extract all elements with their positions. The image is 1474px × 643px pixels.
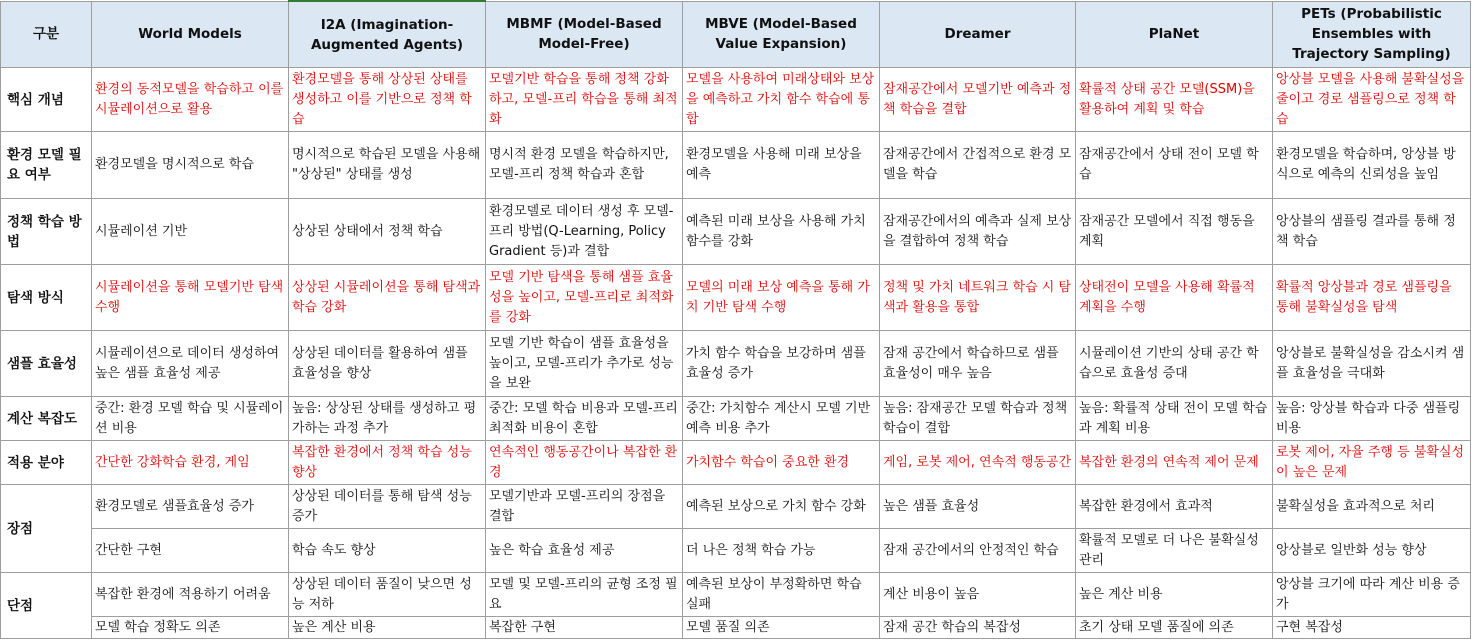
table-cell[interactable]: 중간: 환경 모델 학습 및 시뮬레이션 비용 bbox=[92, 397, 289, 441]
table-cell[interactable]: 상상된 데이터를 활용하여 샘플 효율성을 향상 bbox=[289, 331, 486, 397]
table-cell[interactable]: 잠재공간에서의 예측과 실제 보상을 결합하여 정책 학습 bbox=[880, 199, 1076, 265]
table-cell[interactable]: 중간: 모델 학습 비용과 모델-프리 최적화 비용이 혼합 bbox=[486, 397, 683, 441]
table-cell[interactable]: 모델을 사용하여 미래상태와 보상을 예측하고 가치 함수 학습에 통합 bbox=[683, 68, 880, 132]
header-dreamer[interactable]: Dreamer bbox=[880, 1, 1076, 68]
row-core-concept bbox=[1, 68, 1471, 132]
table-cell[interactable]: 게임, 로봇 제어, 연속적 행동공간 bbox=[880, 441, 1076, 485]
table-cell[interactable]: 높은 계산 비용 bbox=[289, 617, 486, 639]
row-sample-efficiency bbox=[1, 331, 1471, 397]
table-cell[interactable]: 복잡한 환경의 연속적 제어 문제 bbox=[1076, 441, 1273, 485]
header-row bbox=[1, 1, 1471, 68]
table-cell[interactable]: 초기 상태 모델 품질에 의존 bbox=[1076, 617, 1273, 639]
table-cell[interactable]: 환경모델을 사용해 미래 보상을 예측 bbox=[683, 132, 880, 199]
row-label[interactable]: 환경 모델 필요 여부 bbox=[1, 132, 92, 199]
table-cell[interactable]: 잠재공간에서 모델기반 예측과 정책 학습을 결합 bbox=[880, 68, 1076, 132]
row-label[interactable]: 단점 bbox=[1, 573, 92, 639]
table-cell[interactable]: 시뮬레이션으로 데이터 생성하여 높은 샘플 효율성 제공 bbox=[92, 331, 289, 397]
row-pros-2 bbox=[1, 529, 1471, 573]
table-cell[interactable]: 환경모델로 샘플효율성 증가 bbox=[92, 485, 289, 529]
table-cell[interactable]: 상태전이 모델을 사용해 확률적 계획을 수행 bbox=[1076, 265, 1273, 331]
table-cell[interactable]: 잠재 공간 학습의 복잡성 bbox=[880, 617, 1076, 639]
table-cell[interactable]: 환경모델로 데이터 생성 후 모델-프리 방법(Q-Learning, Policy Gradient 등)과 결합 bbox=[486, 199, 683, 265]
table-cell[interactable]: 확률적 상태 공간 모델(SSM)을 활용하여 계획 및 학습 bbox=[1076, 68, 1273, 132]
table-cell[interactable]: 높은 학습 효율성 제공 bbox=[486, 529, 683, 573]
table-cell[interactable]: 앙상블로 일반화 성능 향상 bbox=[1273, 529, 1471, 573]
table-cell[interactable]: 구현 복잡성 bbox=[1273, 617, 1471, 639]
table-cell[interactable]: 잠재공간 모델에서 직접 행동을 계획 bbox=[1076, 199, 1273, 265]
table-cell[interactable]: 앙상블의 샘플링 결과를 통해 정책 학습 bbox=[1273, 199, 1471, 265]
table-cell[interactable]: 시뮬레이션을 통해 모델기반 탐색 수행 bbox=[92, 265, 289, 331]
header-pets[interactable]: PETs (Probabilistic Ensembles with Trajectory Sampling) bbox=[1273, 1, 1471, 68]
table-cell[interactable]: 가치 함수 학습을 보강하며 샘플 효율성 증가 bbox=[683, 331, 880, 397]
header-world-models[interactable]: World Models bbox=[92, 1, 289, 68]
table-cell[interactable]: 앙상블 모델을 사용해 불확실성을 줄이고 경로 샘플링으로 정책 학습 bbox=[1273, 68, 1471, 132]
table-cell[interactable]: 모델 학습 정확도 의존 bbox=[92, 617, 289, 639]
table-cell[interactable]: 학습 속도 향상 bbox=[289, 529, 486, 573]
table-cell[interactable]: 환경모델을 명시적으로 학습 bbox=[92, 132, 289, 199]
table-cell[interactable]: 모델 기반 탐색을 통해 샘플 효율성을 높이고, 모델-프리로 최적화를 강화 bbox=[486, 265, 683, 331]
table-cell[interactable]: 모델 품질 의존 bbox=[683, 617, 880, 639]
table-cell[interactable]: 상상된 데이터 품질이 낮으면 성능 저하 bbox=[289, 573, 486, 617]
table-cell[interactable]: 모델 및 모델-프리의 균형 조정 필요 bbox=[486, 573, 683, 617]
table-cell[interactable]: 잠재 공간에서 학습하므로 샘플 효율성이 매우 높음 bbox=[880, 331, 1076, 397]
row-pros bbox=[1, 485, 1471, 529]
row-applications bbox=[1, 441, 1471, 485]
table-cell[interactable]: 가치함수 학습이 중요한 환경 bbox=[683, 441, 880, 485]
table-cell[interactable]: 높음: 확률적 상태 전이 모델 학습과 계획 비용 bbox=[1076, 397, 1273, 441]
table-cell[interactable]: 앙상블 크기에 따라 계산 비용 증가 bbox=[1273, 573, 1471, 617]
table-cell[interactable]: 시뮬레이션 기반의 상태 공간 학습으로 효율성 증대 bbox=[1076, 331, 1273, 397]
header-planet[interactable]: PlaNet bbox=[1076, 1, 1273, 68]
table-cell[interactable]: 간단한 구현 bbox=[92, 529, 289, 573]
header-mbve[interactable]: MBVE (Model-Based Value Expansion) bbox=[683, 1, 880, 68]
row-env-model bbox=[1, 132, 1471, 199]
header-mbmf[interactable]: MBMF (Model-Based Model-Free) bbox=[486, 1, 683, 68]
table-cell[interactable]: 높음: 상상된 상태를 생성하고 평가하는 과정 추가 bbox=[289, 397, 486, 441]
table-cell[interactable]: 예측된 미래 보상을 사용해 가치 함수를 강화 bbox=[683, 199, 880, 265]
table-cell[interactable]: 확률적 앙상블과 경로 샘플링을 통해 불확실성을 탐색 bbox=[1273, 265, 1471, 331]
table-cell[interactable]: 간단한 강화학습 환경, 게임 bbox=[92, 441, 289, 485]
table-cell[interactable]: 모델기반 학습을 통해 정책 강화하고, 모델-프리 학습을 통해 최적화 bbox=[486, 68, 683, 132]
table-cell[interactable]: 계산 비용이 높음 bbox=[880, 573, 1076, 617]
table-cell[interactable]: 환경의 동적모델을 학습하고 이를 시뮬레이션으로 활용 bbox=[92, 68, 289, 132]
table-cell[interactable]: 로봇 제어, 자율 주행 등 불확실성이 높은 문제 bbox=[1273, 441, 1471, 485]
row-cons-2 bbox=[1, 617, 1471, 639]
table-cell[interactable]: 환경모델을 학습하며, 앙상블 방식으로 예측의 신뢰성을 높임 bbox=[1273, 132, 1471, 199]
table-cell[interactable]: 중간: 가치함수 계산시 모델 기반 예측 비용 추가 bbox=[683, 397, 880, 441]
table-cell[interactable]: 예측된 보상으로 가치 함수 강화 bbox=[683, 485, 880, 529]
table-cell[interactable]: 복잡한 구현 bbox=[486, 617, 683, 639]
table-cell[interactable]: 연속적인 행동공간이나 복잡한 환경 bbox=[486, 441, 683, 485]
table-cell[interactable]: 높은 계산 비용 bbox=[1076, 573, 1273, 617]
table-cell[interactable]: 불확실성을 효과적으로 처리 bbox=[1273, 485, 1471, 529]
row-label[interactable]: 정책 학습 방법 bbox=[1, 199, 92, 265]
header-i2a[interactable]: I2A (Imagination-Augmented Agents) bbox=[289, 1, 486, 68]
table-cell[interactable]: 복잡한 환경에서 효과적 bbox=[1076, 485, 1273, 529]
table-cell[interactable]: 상상된 데이터를 통해 탐색 성능 증가 bbox=[289, 485, 486, 529]
header-category[interactable]: 구분 bbox=[1, 1, 92, 68]
table-cell[interactable]: 확률적 모델로 더 나은 불확실성 관리 bbox=[1076, 529, 1273, 573]
table-cell[interactable]: 환경모델을 통해 상상된 상태를 생성하고 이를 기반으로 정책 학습 bbox=[289, 68, 486, 132]
table-cell[interactable]: 예측된 보상이 부정확하면 학습 실패 bbox=[683, 573, 880, 617]
table-cell[interactable]: 명시적으로 학습된 모델을 사용해 "상상된" 상태를 생성 bbox=[289, 132, 486, 199]
table-cell[interactable]: 잠재공간에서 상태 전이 모델 학습 bbox=[1076, 132, 1273, 199]
table-cell[interactable]: 복잡한 환경에서 정책 학습 성능 향상 bbox=[289, 441, 486, 485]
table-cell[interactable]: 모델의 미래 보상 예측을 통해 가치 기반 탐색 수행 bbox=[683, 265, 880, 331]
table-cell[interactable]: 앙상블로 불확실성을 감소시켜 샘플 효율성을 극대화 bbox=[1273, 331, 1471, 397]
table-cell[interactable]: 높음: 잠재공간 모델 학습과 정책 학습이 결합 bbox=[880, 397, 1076, 441]
table-cell[interactable]: 모델 기반 학습이 샘플 효율성을 높이고, 모델-프리가 추가로 성능을 보완 bbox=[486, 331, 683, 397]
row-policy-learning bbox=[1, 199, 1471, 265]
row-cons bbox=[1, 573, 1471, 617]
table-cell[interactable]: 모델기반과 모델-프리의 장점을 결합 bbox=[486, 485, 683, 529]
table-cell[interactable]: 높음: 앙상블 학습과 다중 샘플링 비용 bbox=[1273, 397, 1471, 441]
table-cell[interactable]: 명시적 환경 모델을 학습하지만, 모델-프리 정책 학습과 혼합 bbox=[486, 132, 683, 199]
table-cell[interactable]: 높은 샘플 효율성 bbox=[880, 485, 1076, 529]
row-label[interactable]: 적용 분야 bbox=[1, 441, 92, 485]
row-label[interactable]: 장점 bbox=[1, 485, 92, 573]
table-cell[interactable]: 잠재 공간에서의 안정적인 학습 bbox=[880, 529, 1076, 573]
row-label[interactable]: 탐색 방식 bbox=[1, 265, 92, 331]
table-cell[interactable]: 시뮬레이션 기반 bbox=[92, 199, 289, 265]
table-cell[interactable]: 더 나은 정책 학습 가능 bbox=[683, 529, 880, 573]
row-label[interactable]: 핵심 개념 bbox=[1, 68, 92, 132]
row-complexity bbox=[1, 397, 1471, 441]
table-cell[interactable]: 정책 및 가치 네트워크 학습 시 탐색과 활용을 통합 bbox=[880, 265, 1076, 331]
table-cell[interactable]: 잠재공간에서 간접적으로 환경 모델을 학습 bbox=[880, 132, 1076, 199]
row-exploration bbox=[1, 265, 1471, 331]
row-label[interactable]: 계산 복잡도 bbox=[1, 397, 92, 441]
table-cell[interactable]: 복잡한 환경에 적용하기 어려움 bbox=[92, 573, 289, 617]
table-cell[interactable]: 상상된 시뮬레이션을 통해 탐색과 학습 강화 bbox=[289, 265, 486, 331]
table-cell[interactable]: 상상된 상태에서 정책 학습 bbox=[289, 199, 486, 265]
row-label[interactable]: 샘플 효율성 bbox=[1, 331, 92, 397]
